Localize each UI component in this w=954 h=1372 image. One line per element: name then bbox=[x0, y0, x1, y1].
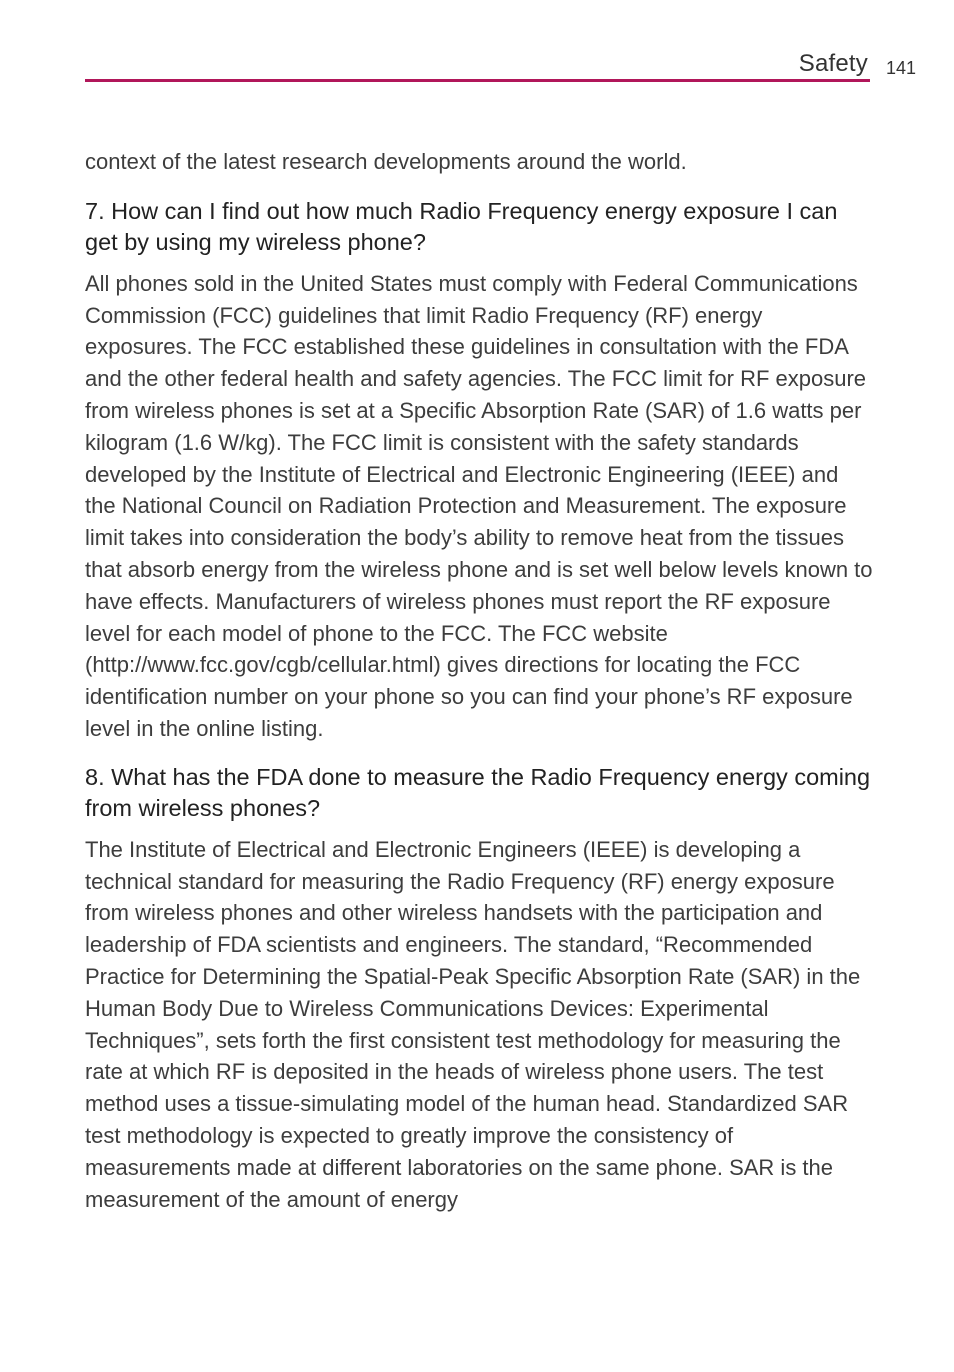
page-header bbox=[85, 46, 918, 86]
page-content bbox=[85, 146, 875, 1232]
header-divider bbox=[85, 79, 870, 82]
question-8-answer: The Institute of Electrical and Electronic Engineers (IEEE) is developing a technical standard for measuring the Radio Frequency (RF) energy exposure from wireless phones and other wireless handsets with the participation and leadership of FDA scientists and engineers. The standard, “Recommended Practice for Determining the Spatial-Peak Specific Absorption Rate (SAR) in the Human Body Due to Wireless Communications Devices: Experimental Techniques”, sets forth the first consistent test methodology for measuring the rate at which RF is deposited in the heads of wireless phone users. The test method uses a tissue-simulating model of the human head. Standardized SAR test methodology is expected to greatly improve the consistency of measurements made at different laboratories on the same phone. SAR is the measurement of the amount of energy bbox=[85, 836, 861, 1212]
continued-paragraph: context of the latest research developments around the world. bbox=[85, 149, 687, 174]
question-7-answer: All phones sold in the United States must comply with Federal Communications Commission (FCC) guidelines that limit Radio Frequency (RF) energy exposures. The FCC established these guidelines in consultation with the FDA and the other federal health and safety agencies. The FCC limit for RF exposure from wireless phones is set at a Specific Absorption Rate (SAR) of 1.6 watts per kilogram (1.6 W/kg). The FCC limit is consistent with the safety standards developed by the Institute of Electrical and Electronic Engineering (IEEE) and the National Council on Radiation Protection and Measurement. The exposure limit takes into consideration the body’s ability to remove heat from the tissues that absorb energy from the wireless phone and is set well below levels known to have effects. Manufacturers of wireless phones must report the RF exposure level for each model of phone to the FCC. The FCC website (http://www.fcc.gov/cgb/cellular.html) gives directions for locating the FCC identification number on your phone so you can find your phone’s RF exposure level in the online listing. bbox=[85, 270, 873, 741]
question-8-heading: 8. What has the FDA done to measure the Radio Frequency energy coming from wireless phones? bbox=[85, 763, 871, 822]
page-number: 141 bbox=[885, 58, 916, 78]
question-7-heading: 7. How can I find out how much Radio Frequency energy exposure I can get by using my wireless phone? bbox=[85, 197, 838, 256]
section-title: Safety bbox=[798, 50, 868, 77]
